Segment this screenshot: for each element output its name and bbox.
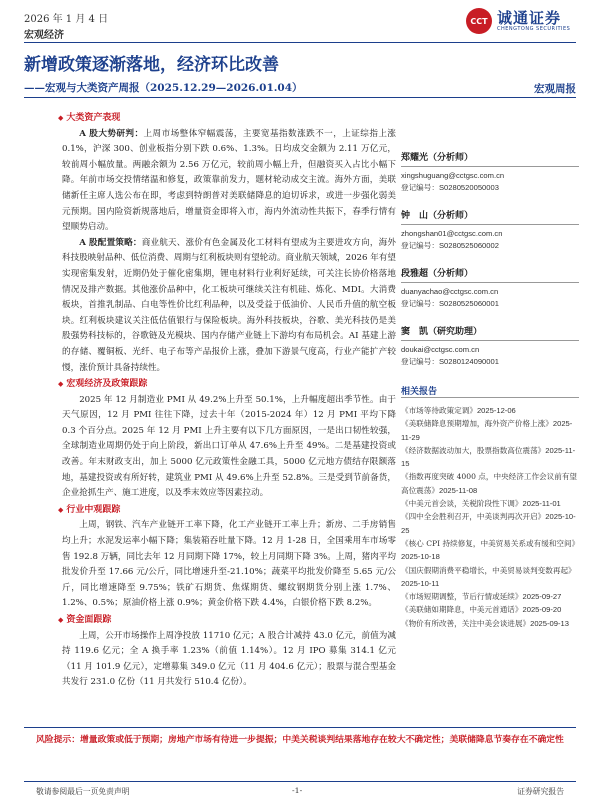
analyst-email[interactable]: doukai@cctgsc.com.cn	[401, 345, 480, 354]
footer-report-label: 证券研究报告	[517, 787, 564, 796]
risk-warning	[36, 733, 570, 749]
page-number: -1-	[292, 786, 303, 795]
logo-name-en: CHENGTONG SECURITIES	[497, 26, 571, 32]
analyst-card: 郑耀光（分析师） xingshuguang@cctgsc.com.cn 登记编号：S0280520050003	[401, 150, 579, 194]
triangle-bullet-icon: ◆	[58, 113, 64, 122]
risk-label: 风险提示：	[36, 735, 80, 745]
report-title: 新增政策逐渐落地，经济环比改善	[24, 55, 279, 75]
related-report-link[interactable]: 《四中全会胜利召开，中美谈判再次开启》2025-10-25	[401, 512, 576, 535]
footer-divider	[24, 781, 576, 782]
company-logo	[466, 8, 570, 34]
paragraph: 上周，公开市场操作上周净投放 11710 亿元；A 股合计减持 43.0 亿元，前值为减持 119.6 亿元；全 A 换手率 1.23%（前值 1.14%）。12 月 IPO 募集 314.1 亿元（11 月 101.9 亿元），定增募集 349.0 亿元（11 月 404.6 亿元）；股票与混合型基金共发行 231.0 亿份（11 月共发行 510.4 亿份）。	[62, 630, 396, 688]
paragraph: 2025 年 12 月制造业 PMI 从 49.2%上升至 50.1%，上升幅度超出季节性。由于天气原因，12 月 PMI 往往下降，过去十年（2015-2024 年）12 月 PMI 平均下降 0.3 个百分点。2025 年 12 月 PMI 上升主要有以下几方面原因，一是出口韧性较强，全球制造业周期仍处于向上阶段，新出口订单从 47.6%上升至 49%。二是基建投资或改善。年末财政支出，加上 5000 亿元政策性金融工具，5000 亿元地方债结存限额落地，基建投资或有所好转，建筑业 PMI 从 49.6%上升至 52.8%。三是受到节前备货，企业抢抓生产、施工进度，以及季末效应等因素拉动。	[62, 394, 396, 499]
analyst-card: 窦 凯（研究助理） doukai@cctgsc.com.cn 登记编号：S0280124090001	[401, 324, 579, 368]
analyst-email[interactable]: xingshuguang@cctgsc.com.cn	[401, 171, 505, 180]
triangle-bullet-icon: ◆	[58, 504, 64, 514]
related-divider	[401, 397, 579, 398]
related-report-link[interactable]: 《美联储如期降息，中美元首通话》2025-09-20	[401, 605, 562, 615]
risk-text: 增量政策或低于预期；房地产市场有待进一步提振；中美关税谈判结果落地存在较大不确定性；美联储降息节奏存在不确定性	[80, 735, 564, 745]
analyst-registration: 登记编号：S0280520050003	[401, 183, 499, 192]
section-heading: ◆ 行业中观跟踪	[58, 504, 121, 515]
section-heading: ◆ 宏观经济及政策跟踪	[58, 379, 148, 390]
related-reports-title: 相关报告	[401, 387, 438, 397]
related-report-link[interactable]: 《美联储降息预期增加，海外资产价格上涨》2025-11-29	[401, 419, 573, 442]
section-heading: ◆ 资金面跟踪	[58, 615, 112, 625]
related-reports-list	[401, 404, 579, 630]
analyst-email[interactable]: zhongshan01@cctgsc.com.cn	[401, 229, 503, 238]
triangle-bullet-icon: ◆	[58, 379, 64, 389]
header-divider	[24, 42, 576, 43]
related-report-link[interactable]: 《核心 CPI 持续修复，中美贸易关系或有缓和空间》2025-10-18	[401, 538, 580, 562]
related-report-link[interactable]: 《市场短期调整，节后行情或延续》2025-09-27	[401, 592, 562, 602]
related-report-link[interactable]: 《经济数据波动加大，股票指数高位震荡》2025-11-15	[401, 445, 576, 469]
analyst-registration: 登记编号：S0280124090001	[401, 357, 499, 366]
analyst-registration: 登记编号：S0280525060001	[401, 299, 499, 308]
analyst-card: 钟 山（分析师） zhongshan01@cctgsc.com.cn 登记编号：S0280525060002	[401, 208, 579, 252]
logo-mark-icon: CCT	[466, 8, 492, 34]
related-report-link[interactable]: 《中美元首会谈，关税阶段性下调》2025-11-01	[401, 499, 561, 509]
paragraph: A 股大势研判：上周市场整体窄幅震荡，主要宽基指数涨跌不一，上证综指上涨 0.1%，沪深 300、创业板指分别下跌 0.6%、1.3%。日均成交金额为 2.11 万亿元，较前周小幅放量。两融余额为 2.56 万亿元，较前周小幅上升，但融资买入占比小幅下降。年前市场交投情绪温和修复，政策靠前发力，题材轮动成交主流。海外方面，美联储新任主席人选公布在即，考虑到特朗普对美联储降息的迫切诉求，或进一步强化弱美元预期。国内险资新规落地后，增量资金即将入市，海内外流动性共振下，春季行情有望顺势启动。	[62, 128, 396, 233]
report-subtitle: ——宏观与大类资产周报（2025.12.29—2026.01.04）	[24, 82, 303, 94]
triangle-bullet-icon: ◆	[58, 615, 64, 624]
paragraph: 上周，钢铁、汽车产业链开工率下降，化工产业链开工率上升；新房、二手房销售均上升；水泥发运率小幅下降；集装箱吞吐量下降。12 月 1-28 日，全国乘用车市场零售 192.8 万辆，同比去年 12 月同期下降 17%，较上月同期下降 3%。上周，猪肉平均批发价升至 17.66 元/公斤，同比增速升至-21.10%；蔬菜平均批发价降至 5.65 元/公斤，同比增速降至 9.75%；铁矿石期货、焦煤期货、螺纹钢期货分别上涨 1.7%、1.2%、0.5%；原油价格上涨 0.9%；黄金价格下跌 4.4%，白银价格下跌 8.2%。	[62, 520, 396, 609]
paragraph: A 股配置策略：商业航天、涨价有色金属及化工材料有望成为主要进攻方向，海外科技股映射品种、低位消费、周期与红利板块则有望轮动。商业航天领域，2026 年有望实现密集发射，近期仍处于催化密集期，锂电材料行业利好延续，可关注长协价格落地情况及排产数据。其他涨价品种中，化工板块可继续关注有机硅、炼化、MDI。大消费板块，首推乳制品、白电等性价比红利品种，以及受益于低油价、人民币升值的航空板块。红利板块建议关注低估值银行与保险板块。海外科技板块，谷歌、美光科技仍是美股强势科技标的，谷歌链及光模块、国内存储产业链上下游均有布局机会。AI 基建上游的存储、覆铜板、光纤、电子布等产品报价上涨，叠加下游景气度高，行业产能扩产较慢，涨价预计具备持续性。	[62, 237, 396, 373]
related-report-link[interactable]: 《市场等待政策定调》2025-12-06	[401, 406, 516, 415]
related-report-link[interactable]: 《国庆假期消费平稳增长，中美贸易谈判变数再起》2025-10-11	[401, 565, 576, 588]
related-report-link[interactable]: 《指数再度突破 4000 点，中央经济工作会议前有望高位震荡》2025-11-08	[401, 472, 578, 495]
section-heading: ◆ 大类资产表现	[58, 113, 121, 123]
risk-divider	[24, 727, 576, 728]
report-date: 2026 年 1 月 4 日	[24, 14, 109, 25]
report-category: 宏观经济	[24, 30, 64, 41]
report-type: 宏观周报	[534, 83, 576, 95]
analyst-registration: 登记编号：S0280525060002	[401, 241, 499, 250]
footer-disclaimer: 敬请参阅最后一页免责声明	[36, 787, 130, 796]
related-report-link[interactable]: 《物价有所改善，关注中美会谈进展》2025-09-13	[401, 618, 569, 628]
analyst-email[interactable]: duanyachao@cctgsc.com.cn	[401, 287, 499, 296]
main-column	[58, 110, 396, 691]
title-divider	[24, 97, 576, 98]
analyst-card: 段雅超（分析师） duanyachao@cctgsc.com.cn 登记编号：S0280525060001	[401, 266, 579, 310]
logo-name-cn: 诚通证券	[497, 9, 562, 27]
